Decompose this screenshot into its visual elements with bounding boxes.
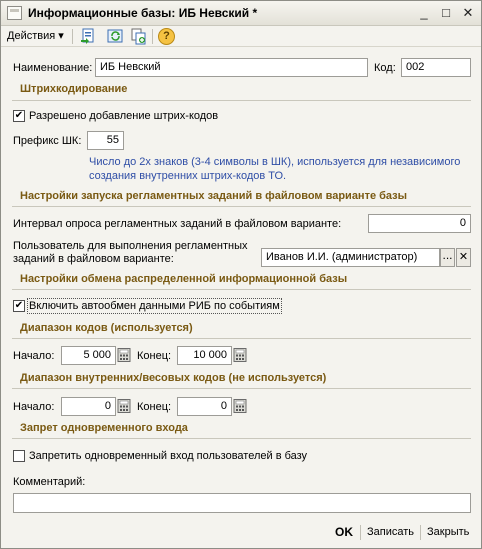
codes-end-label: Конец: — [137, 350, 172, 362]
divider — [12, 338, 471, 339]
name-input[interactable]: ИБ Невский — [95, 58, 368, 77]
scheduled-user-label-line1: Пользователь для выполнения регламентных — [13, 240, 248, 252]
title-bar[interactable] — [1, 1, 481, 26]
divider — [12, 206, 471, 207]
window-title: Информационные базы: ИБ Невский * — [28, 6, 258, 20]
refresh-icon[interactable] — [107, 28, 124, 45]
rib-autoexchange-checkbox[interactable]: ✔ — [14, 300, 24, 311]
maximize-button[interactable]: □ — [442, 5, 450, 20]
select-user-button[interactable]: ... — [440, 248, 455, 267]
calculator-icon[interactable] — [117, 348, 131, 362]
codes-end-input[interactable]: 10 000 — [177, 346, 232, 365]
section-title-barcodes: Штрихкодирование — [20, 83, 128, 95]
allow-barcodes-label[interactable]: Разрешено добавление штрих-кодов — [29, 110, 219, 122]
calculator-icon[interactable] — [233, 348, 247, 362]
scheduled-user-label-line2: заданий в файловом варианте: — [13, 253, 174, 265]
footer-separator — [360, 525, 361, 540]
barcode-prefix-hint-line1: Число до 2х знаков (3-4 символы в ШК), используется для независимого — [89, 156, 461, 168]
ok-button[interactable]: OK — [335, 525, 353, 539]
barcode-prefix-label: Префикс ШК: — [13, 135, 82, 147]
codes-start-label: Начало: — [13, 350, 55, 362]
barcode-prefix-input[interactable]: 55 — [87, 131, 124, 150]
actions-label: Действия — [7, 30, 56, 42]
restrict-concurrent-login-label[interactable]: Запретить одновременный вход пользователей в базу — [29, 450, 308, 462]
scheduled-user-input[interactable]: Иванов И.И. (администратор) — [261, 248, 440, 267]
copy-icon[interactable] — [130, 28, 147, 45]
calculator-icon[interactable] — [117, 399, 131, 413]
minimize-button[interactable]: _ — [420, 5, 428, 20]
section-title-scheduled-jobs: Настройки запуска регламентных заданий в файловом варианте базы — [20, 190, 408, 202]
divider — [12, 438, 471, 439]
save-close-icon[interactable] — [80, 28, 97, 45]
barcode-prefix-hint-line2: создания внутренних штрих-кодов ТО. — [89, 170, 287, 182]
allow-barcodes-checkbox[interactable]: ✔ — [14, 110, 24, 121]
save-button[interactable]: Записать — [367, 526, 415, 538]
section-title-internal-codes-range: Диапазон внутренних/весовых кодов (не используется) — [20, 372, 327, 384]
help-icon[interactable]: ? — [158, 28, 175, 45]
rib-autoexchange-label[interactable]: Включить автообмен данными РИБ по событиям — [29, 300, 280, 312]
close-window-button[interactable]: ✕ — [462, 5, 474, 20]
toolbar — [1, 26, 481, 47]
restrict-concurrent-login-checkbox[interactable] — [13, 450, 25, 462]
code-input[interactable]: 002 — [401, 58, 471, 77]
polling-interval-input[interactable]: 0 — [368, 214, 471, 233]
toolbar-separator — [152, 29, 153, 44]
footer-separator — [420, 525, 421, 540]
internal-codes-start-label: Начало: — [13, 401, 55, 413]
internal-codes-start-input[interactable]: 0 — [61, 397, 116, 416]
polling-interval-label: Интервал опроса регламентных заданий в файловом варианте: — [13, 218, 342, 230]
chevron-down-icon: ▾ — [58, 30, 64, 42]
clear-user-button[interactable]: ✕ — [456, 248, 471, 267]
divider — [12, 388, 471, 389]
actions-menu-button[interactable] — [7, 29, 64, 42]
code-label: Код: — [374, 62, 396, 74]
name-label: Наименование: — [13, 62, 93, 74]
toolbar-separator — [72, 29, 73, 44]
comment-input[interactable] — [13, 493, 471, 513]
comment-label: Комментарий: — [13, 476, 86, 488]
section-title-login-restriction: Запрет одновременного входа — [20, 422, 188, 434]
internal-codes-end-input[interactable]: 0 — [177, 397, 232, 416]
form-icon — [7, 6, 22, 20]
section-title-rib-exchange: Настройки обмена распределенной информационной базы — [20, 273, 348, 285]
calculator-icon[interactable] — [233, 399, 247, 413]
internal-codes-end-label: Конец: — [137, 401, 172, 413]
close-button[interactable]: Закрыть — [427, 526, 470, 538]
section-title-codes-range: Диапазон кодов (используется) — [20, 322, 193, 334]
divider — [12, 289, 471, 290]
divider — [12, 100, 471, 101]
codes-start-input[interactable]: 5 000 — [61, 346, 116, 365]
